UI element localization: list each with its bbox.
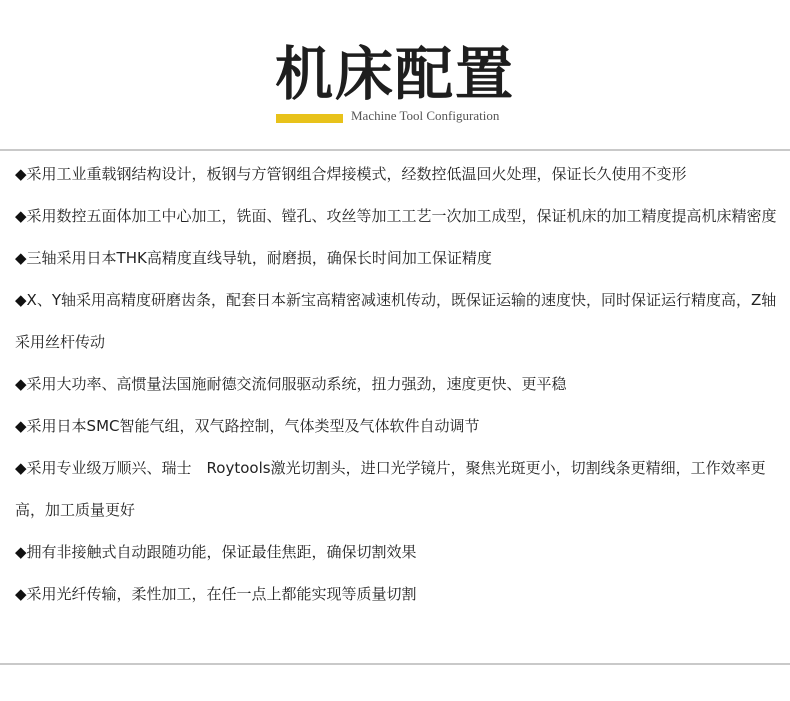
page-subtitle: Machine Tool Configuration xyxy=(351,108,500,123)
diamond-bullet-icon: ◆ xyxy=(15,417,27,435)
feature-item-8 xyxy=(15,531,780,573)
page-title: 机床配置 xyxy=(274,40,515,108)
feature-text: 三轴采用日本THK高精度直线导轨，耐磨损，确保长时间加工保证精度 xyxy=(26,249,492,267)
top-divider xyxy=(0,149,790,151)
bottom-divider xyxy=(0,663,790,665)
diamond-bullet-icon: ◆ xyxy=(15,291,27,309)
diamond-bullet-icon: ◆ xyxy=(15,459,27,477)
feature-text: 拥有非接触式自动跟随功能，保证最佳焦距，确保切割效果 xyxy=(26,543,417,561)
diamond-bullet-icon: ◆ xyxy=(15,249,27,267)
diamond-bullet-icon: ◆ xyxy=(15,585,27,603)
feature-text: 采用专业级万顺兴、瑞士 Roytools激光切割头，进口光学镜片，聚焦光斑更小，切割线条更精细，工作效率更高，加工质量更好 xyxy=(15,459,766,519)
diamond-bullet-icon: ◆ xyxy=(15,207,27,225)
feature-item-5 xyxy=(15,363,780,405)
feature-item-1 xyxy=(15,153,780,195)
feature-item-6 xyxy=(15,405,780,447)
feature-text: 采用大功率、高惯量法国施耐德交流伺服驱动系统，扭力强劲，速度更快、更平稳 xyxy=(26,375,567,393)
feature-text: 采用工业重载钢结构设计，板钢与方管钢组合焊接模式，经数控低温回火处理，保证长久使用不变形 xyxy=(26,165,687,183)
feature-text: X、Y轴采用高精度研磨齿条，配套日本新宝高精密减速机传动，既保证运输的速度快，同时保证运行精度高，Z轴采用丝杆传动 xyxy=(15,291,777,351)
diamond-bullet-icon: ◆ xyxy=(15,165,27,183)
feature-text: 采用光纤传输，柔性加工，在任一点上都能实现等质量切割 xyxy=(26,585,417,603)
feature-item-3 xyxy=(15,237,780,279)
feature-item-4 xyxy=(15,279,780,363)
feature-list xyxy=(15,153,780,615)
feature-text: 采用日本SMC智能气组，双气路控制，气体类型及气体软件自动调节 xyxy=(26,417,480,435)
feature-text: 采用数控五面体加工中心加工，铣面、镗孔、攻丝等加工工艺一次加工成型，保证机床的加工精度提高机床精密度 xyxy=(26,207,777,225)
diamond-bullet-icon: ◆ xyxy=(15,375,27,393)
feature-item-2 xyxy=(15,195,780,237)
title-accent-bar xyxy=(276,114,343,123)
feature-item-7 xyxy=(15,447,780,531)
feature-item-9 xyxy=(15,573,780,615)
diamond-bullet-icon: ◆ xyxy=(15,543,27,561)
